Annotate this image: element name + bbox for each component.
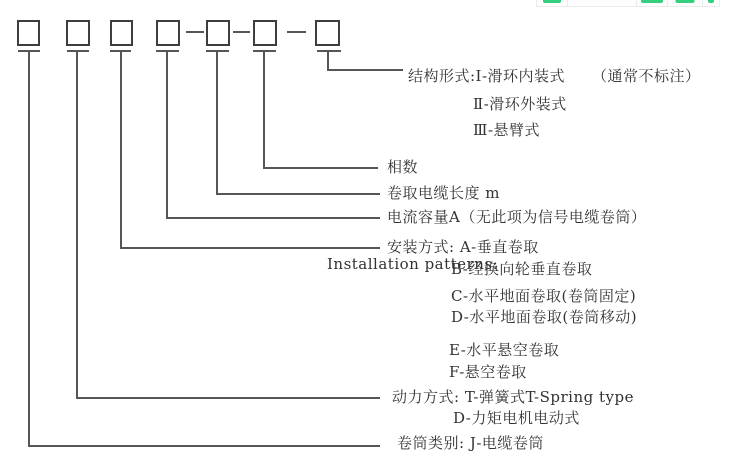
label-reel-category: 卷筒类别: J-电缆卷筒 [397, 434, 544, 452]
connector-line-category [28, 445, 380, 447]
model-code-box-5 [206, 20, 230, 46]
toolbar-button-fragment[interactable] [668, 0, 703, 7]
green-icon [708, 0, 714, 3]
code-separator-dash [186, 31, 204, 33]
label-cable-length: 卷取电缆长度 m [387, 184, 500, 202]
green-icon [543, 0, 561, 3]
model-code-box-2 [66, 20, 90, 46]
connector-line-category [28, 52, 30, 447]
label-installation: 安装方式: A-垂直卷取 [387, 238, 539, 256]
connector-tick [317, 50, 341, 52]
label-current-capacity: 电流容量A（无此项为信号电缆卷筒） [387, 208, 647, 226]
connector-line-installation [121, 247, 380, 249]
label-installation-option-e: E-水平悬空卷取 [449, 341, 560, 359]
label-structure-type-note: （通常不标注） [592, 67, 701, 85]
label-structure-type: 结构形式:Ⅰ-滑环内装式 [408, 67, 566, 85]
label-phase-count: 相数 [387, 158, 419, 176]
model-code-box-7 [315, 20, 340, 46]
connector-line-structure [327, 69, 403, 71]
connector-tick [67, 50, 89, 52]
code-separator-dash [233, 31, 250, 33]
connector-line-length [216, 52, 218, 195]
connector-line-power [76, 52, 78, 399]
toolbar-button-fragment[interactable] [568, 0, 637, 7]
connector-line-length [217, 193, 380, 195]
connector-line-power [77, 397, 380, 399]
label-installation-option-f: F-悬空卷取 [449, 363, 527, 381]
connector-line-phase [263, 52, 265, 169]
label-power-mode: 动力方式: T-弹簧式T-Spring type [392, 388, 634, 406]
connector-line-current [166, 52, 168, 219]
label-installation-option-d: D-水平地面卷取(卷筒移动) [451, 308, 638, 326]
label-structure-option-3: Ⅲ-悬臂式 [473, 121, 541, 139]
connector-line-phase [264, 167, 378, 169]
label-structure-option-2: Ⅱ-滑环外装式 [473, 95, 567, 113]
toolbar-button-fragment[interactable] [637, 0, 668, 7]
code-separator-dash [287, 31, 306, 33]
label-installation-english: Installation patterns: [327, 255, 499, 273]
label-power-option-d: D-力矩电机电动式 [453, 409, 580, 427]
top-toolbar-fragment [536, 0, 720, 7]
green-icon [641, 0, 663, 3]
label-installation-option-c: C-水平地面卷取(卷筒固定) [451, 287, 637, 305]
model-code-box-1 [17, 20, 40, 46]
connector-line-current [167, 217, 380, 219]
model-code-box-6 [253, 20, 277, 46]
connector-line-installation [120, 52, 122, 249]
green-icon [676, 0, 695, 3]
label-installation-option-b: B-经换向轮垂直卷取 [451, 260, 593, 278]
toolbar-button-fragment[interactable] [703, 0, 720, 7]
model-code-box-4 [156, 20, 180, 46]
toolbar-button-fragment[interactable] [536, 0, 568, 7]
model-code-box-3 [110, 20, 133, 46]
